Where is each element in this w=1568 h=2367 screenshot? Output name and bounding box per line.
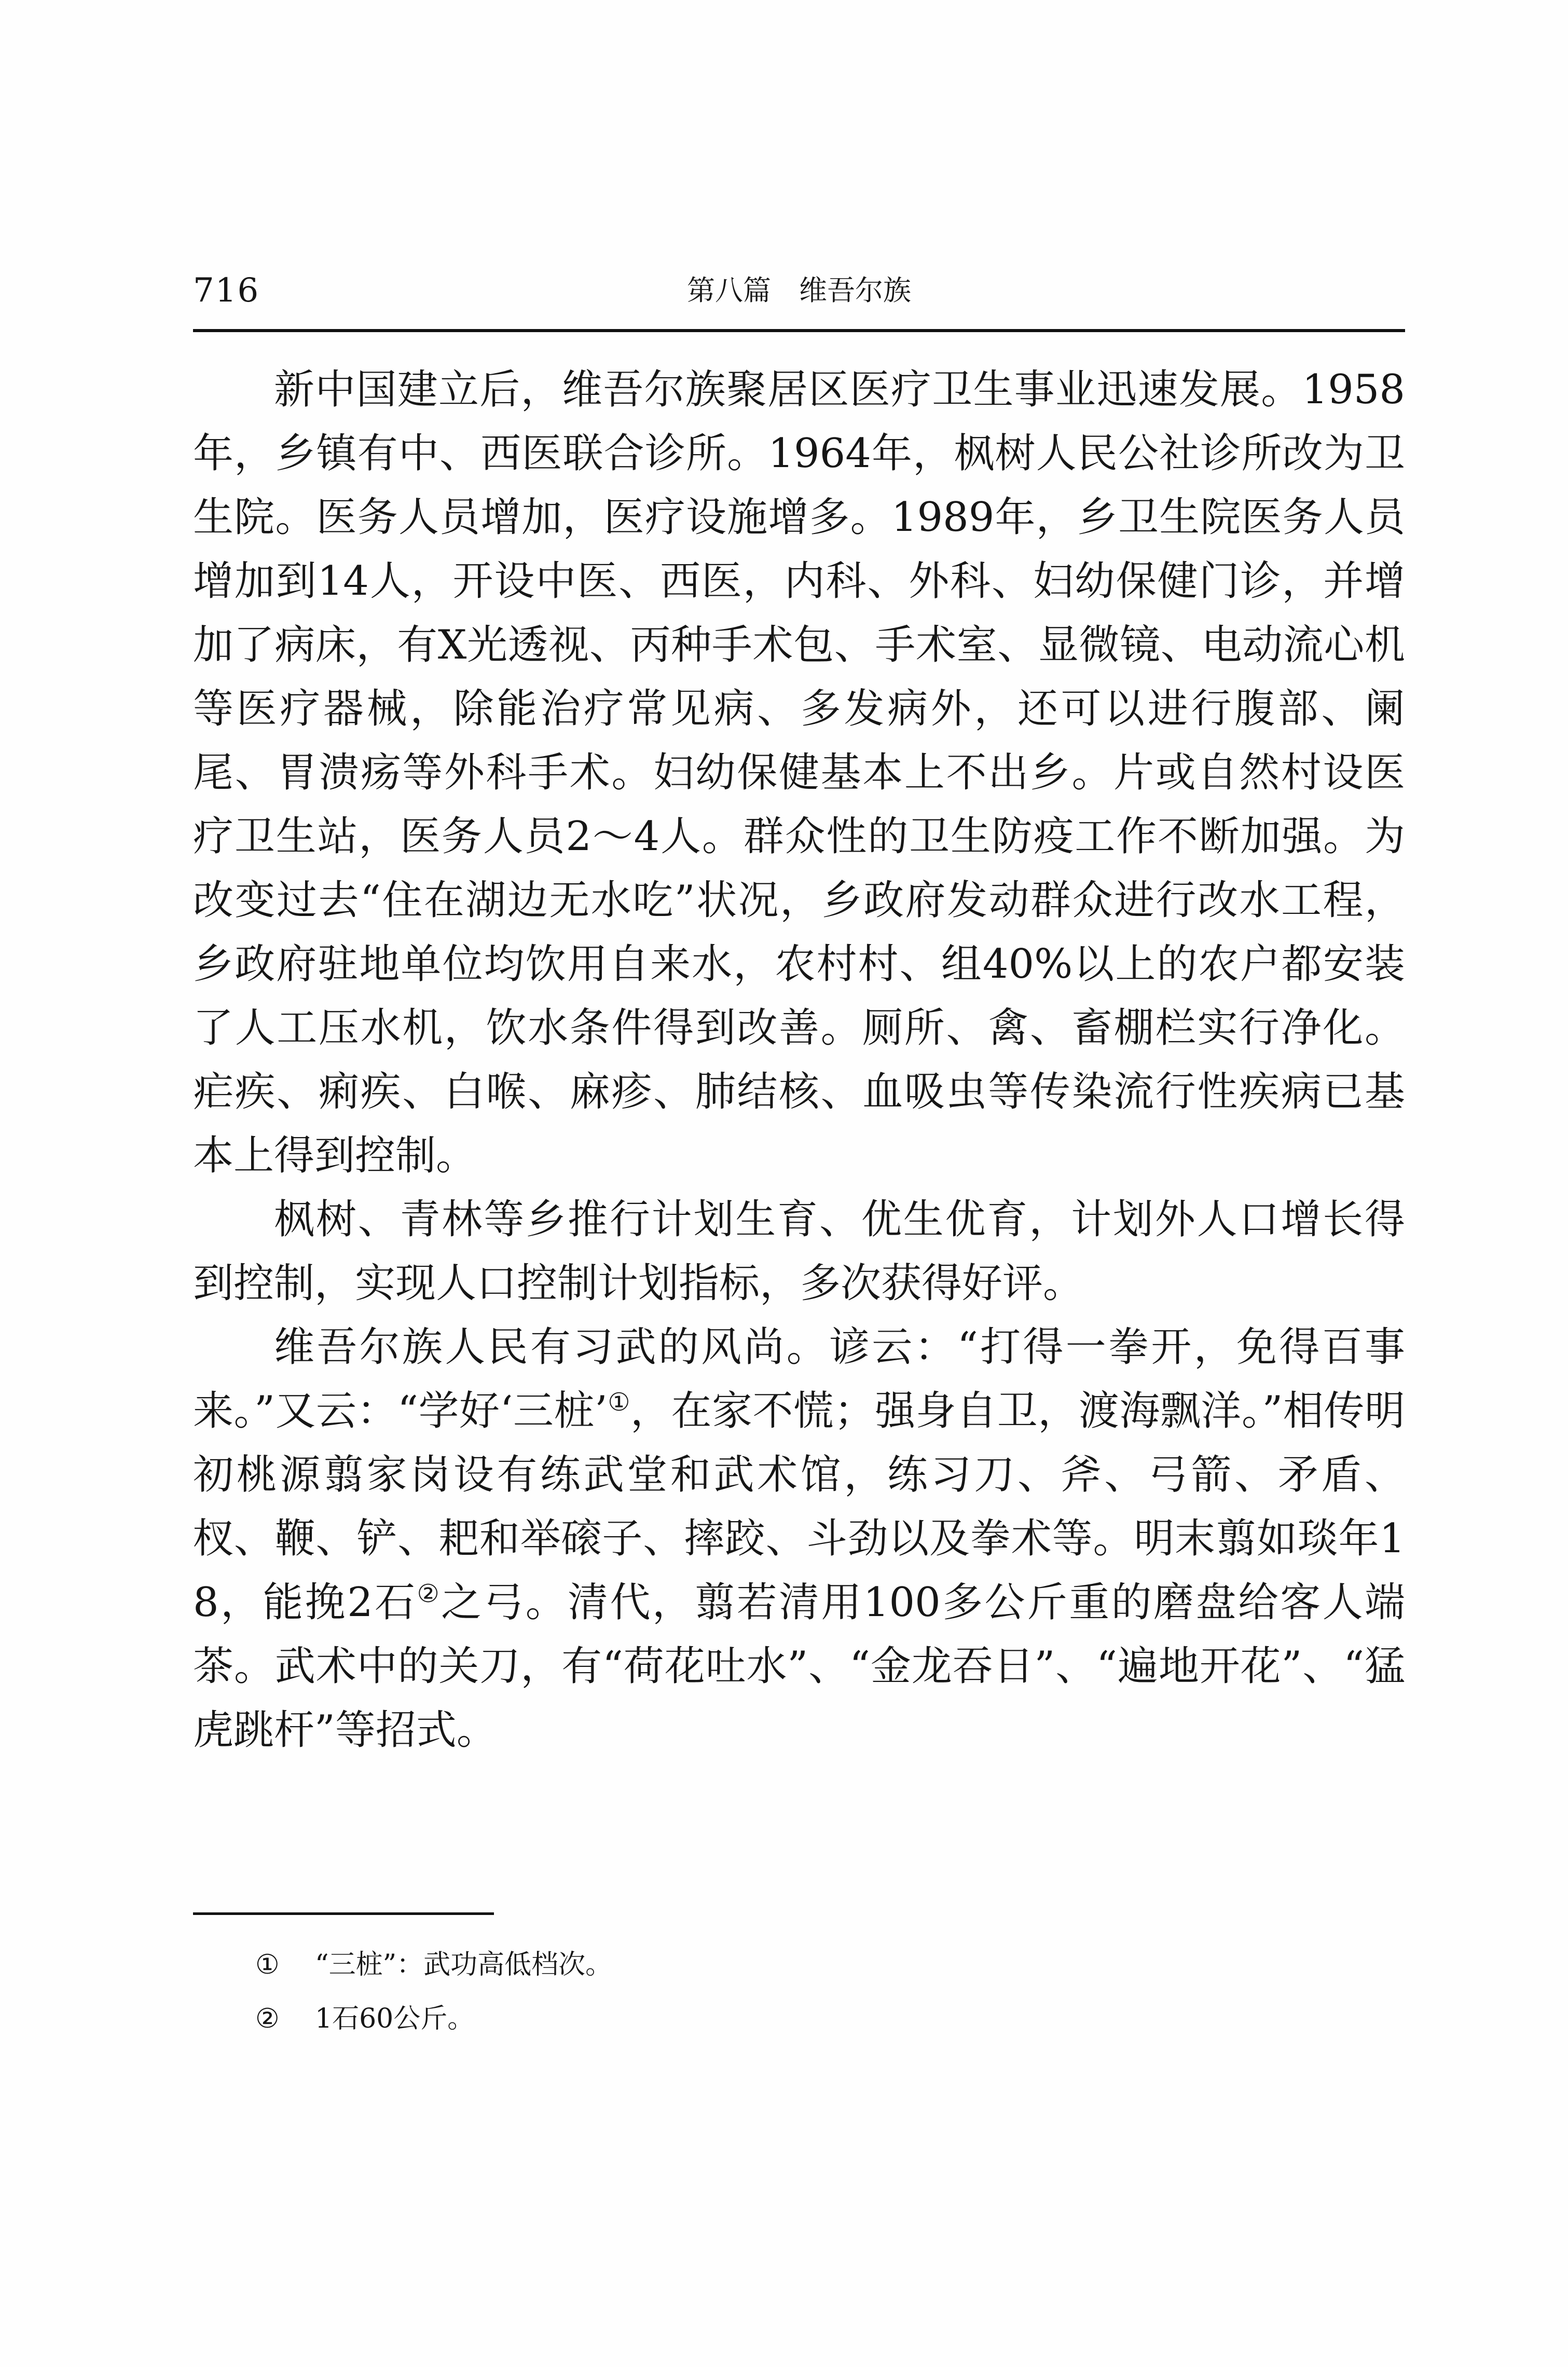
footnote-1: [193, 1944, 1075, 1986]
paragraph-medical: 新中国建立后，维吾尔族聚居区医疗卫生事业迅速发展。1958年，乡镇有中、西医联合诊所。1964年，枫树人民公社诊所改为卫生院。医务人员增加，医疗设施增多。1989年，乡卫生院医务人员增加到14人，开设中医、西医，内科、外科、妇幼保健门诊，并增加了病床，有X光透视、丙种手术包、手术室、显微镜、电动流心机等医疗器械，除能治疗常见病、多发病外，还可以进行腹部、阑尾、胃溃疡等外科手术。妇幼保健基本上不出乡。片或自然村设医疗卫生站，医务人员2～4人。群众性的卫生防疫工作不断加强。为改变过去“住在湖边无水吃”状况，乡政府发动群众进行改水工程，乡政府驻地单位均饮用自来水，农村村、组40%以上的农户都安装了人工压水机，饮水条件得到改善。厕所、禽、畜棚栏实行净化。疟疾、痢疾、白喉、麻疹、肺结核、血吸虫等传染流行性疾病已基本上得到控制。: [193, 366, 1405, 1179]
footnote-1-mark: ①: [255, 1949, 280, 1980]
paragraph-martial-arts: [193, 1316, 1405, 1762]
chapter-title: 第八篇 维吾尔族: [687, 274, 911, 307]
footnote-ref-2: ②: [417, 1579, 441, 1608]
running-header: [193, 270, 1405, 311]
paragraph-martial-arts-part1: 维吾尔族人民有习武的风尚。谚云：“打得一拳开，免得百事来。”又云：“学好‘三桩’: [193, 1324, 1405, 1434]
footnote-ref-1: ①: [607, 1388, 630, 1417]
footnote-2-mark: ②: [255, 2003, 280, 2034]
footnote-2: [193, 1997, 1075, 2040]
page-number: 716: [193, 271, 260, 310]
paragraph-family-planning: 枫树、青林等乡推行计划生育、优生优育，计划外人口增长得到控制，实现人口控制计划指标，多次获得好评。: [193, 1196, 1405, 1307]
body-text: [193, 358, 1405, 1762]
footnotes: [193, 1944, 1075, 2051]
footnote-rule: [193, 1912, 494, 1915]
paragraph-martial-arts-part3: 之弓。清代，翦若清用100多公斤重的磨盘给客人端茶。武术中的关刀，有“荷花吐水”、“金龙吞日”、“遍地开花”、“猛虎跳杆”等招式。: [193, 1579, 1405, 1754]
header-rule: [193, 329, 1405, 332]
paragraph-martial-arts-part2: ，在家不慌；强身自卫，渡海飘洋。”相传明初桃源翦家岗设有练武堂和武术馆，练习刀、斧、弓箭、矛盾、杈、鞭、铲、耙和举磙子、摔跤、斗劲以及拳术等。明末翦如琰年18，能挽2石: [193, 1388, 1405, 1626]
footnote-1-text: “三桩”：武功高低档次。: [315, 1949, 613, 1980]
footnote-2-text: 1石60公斤。: [315, 2003, 475, 2034]
